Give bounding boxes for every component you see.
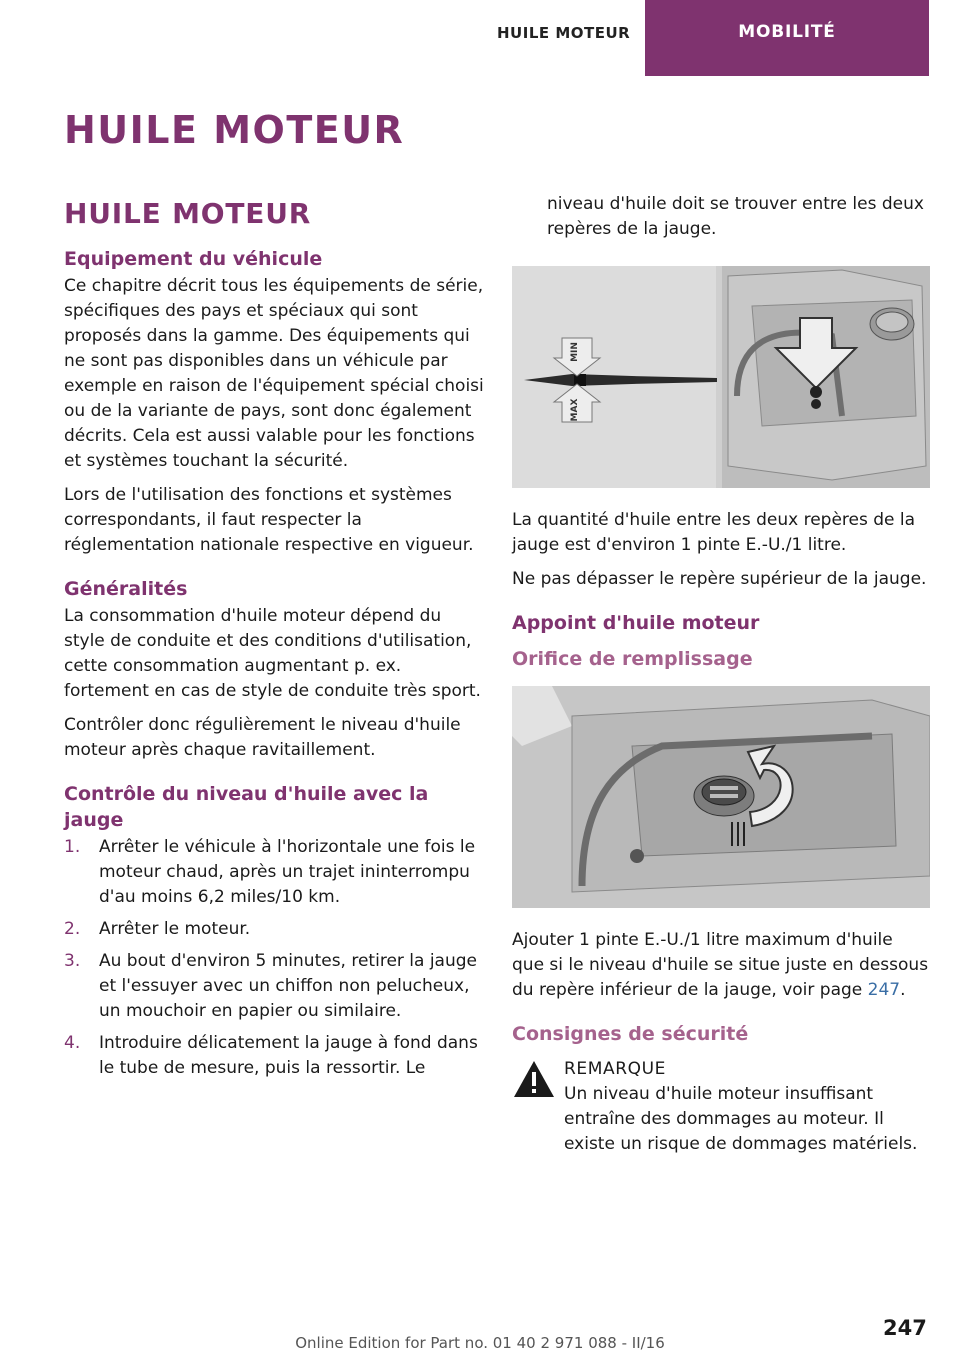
equipement-paragraph-1: Ce chapitre décrit tous les équipements de série, spécifiques des pays et spéciaux qui sont proposés dans la gamme. Des équipements qui ne sont pas disponibles dans un véhicule par exemple en raison de l'équipement spécial choisi ou de la variante de pays, sont donc également décrits. Cela est aussi valable pour les fonctions et systèmes touchant la sécurité. [64, 276, 484, 471]
controle-heading: Contrôle du niveau d'huile avec la jauge [64, 783, 429, 831]
equipement-paragraph-2: Lors de l'utilisation des fonctions et systèmes correspondants, il faut respecter la réglementation nationale respective en vigueur. [64, 485, 474, 555]
dipstick-illustration [512, 266, 930, 488]
generalites-paragraph-2: Contrôler donc régulièrement le niveau d'huile moteur après chaque ravitaillement. [64, 715, 461, 760]
page-reference-link[interactable]: 247 [867, 980, 901, 1000]
orifice-heading: Orifice de remplissage [512, 648, 753, 670]
list-item [64, 1031, 484, 1081]
step-4-continuation: niveau d'huile doit se trouver entre les deux repères de la jauge. [547, 194, 924, 239]
section-heading: HUILE MOTEUR [64, 197, 312, 230]
dipstick-figure [512, 266, 930, 488]
header-tab-mobilite[interactable] [645, 0, 929, 76]
page-number: 247 [883, 1316, 927, 1340]
footer-edition: Online Edition for Part no. 01 40 2 971 088 - II/16 [295, 1334, 665, 1352]
ajouter-text: Ajouter 1 pinte E.-U./1 litre maximum d'huile que si le niveau d'huile se situe juste en dessous du repère inférieur de la jauge, voir page [512, 930, 929, 1000]
consignes-heading: Consignes de sécurité [512, 1023, 749, 1045]
step-text: Arrêter le moteur. [99, 919, 251, 939]
ajouter-period: . [900, 980, 906, 1000]
step-number: 2. [64, 919, 81, 939]
step-text: Arrêter le véhicule à l'horizontale une fois le moteur chaud, après un trajet ininterrompu d'au moins 6,2 miles/10 km. [99, 837, 476, 907]
header-section-title: HUILE MOTEUR [497, 24, 631, 42]
equipement-heading: Equipement du véhicule [64, 248, 323, 270]
list-item [64, 917, 484, 942]
controle-steps-list [64, 835, 484, 1081]
list-item [64, 835, 484, 910]
left-column [64, 196, 484, 1088]
header-tab-label: MOBILITÉ [738, 22, 836, 42]
step-number: 3. [64, 951, 81, 971]
warning-triangle-icon [512, 1059, 556, 1099]
quantite-paragraph: La quantité d'huile entre les deux repères de la jauge est d'environ 1 pinte E.-U./1 litre. [512, 510, 916, 555]
max-label: MAX [570, 398, 580, 422]
step-number: 1. [64, 837, 81, 857]
filler-cap-illustration [512, 686, 930, 908]
generalites-heading: Généralités [64, 578, 188, 600]
step-number: 4. [64, 1033, 81, 1053]
page-title: HUILE MOTEUR [64, 108, 405, 152]
filler-cap-figure [512, 686, 930, 908]
appoint-heading: Appoint d'huile moteur [512, 612, 760, 634]
right-column [512, 196, 930, 1166]
min-label: MIN [570, 342, 580, 362]
step-text: Introduire délicatement la jauge à fond dans le tube de mesure, puis la ressortir. Le [99, 1033, 478, 1078]
depasser-paragraph: Ne pas dépasser le repère supérieur de la jauge. [512, 569, 927, 589]
warning-block [512, 1057, 930, 1157]
remark-text: Un niveau d'huile moteur insuffisant entraîne des dommages au moteur. Il existe un risque de dommages matériels. [564, 1084, 918, 1154]
step-text: Au bout d'environ 5 minutes, retirer la jauge et l'essuyer avec un chiffon non pelucheux, un mouchoir en papier ou similaire. [99, 951, 478, 1021]
remark-label: REMARQUE [564, 1059, 667, 1079]
ajouter-paragraph [512, 928, 930, 1003]
list-item [64, 949, 484, 1024]
generalites-paragraph-1: La consommation d'huile moteur dépend du style de conduite et des conditions d'utilisation, cette consommation augmentant p. ex. fortement en cas de style de conduite très sport. [64, 606, 481, 701]
